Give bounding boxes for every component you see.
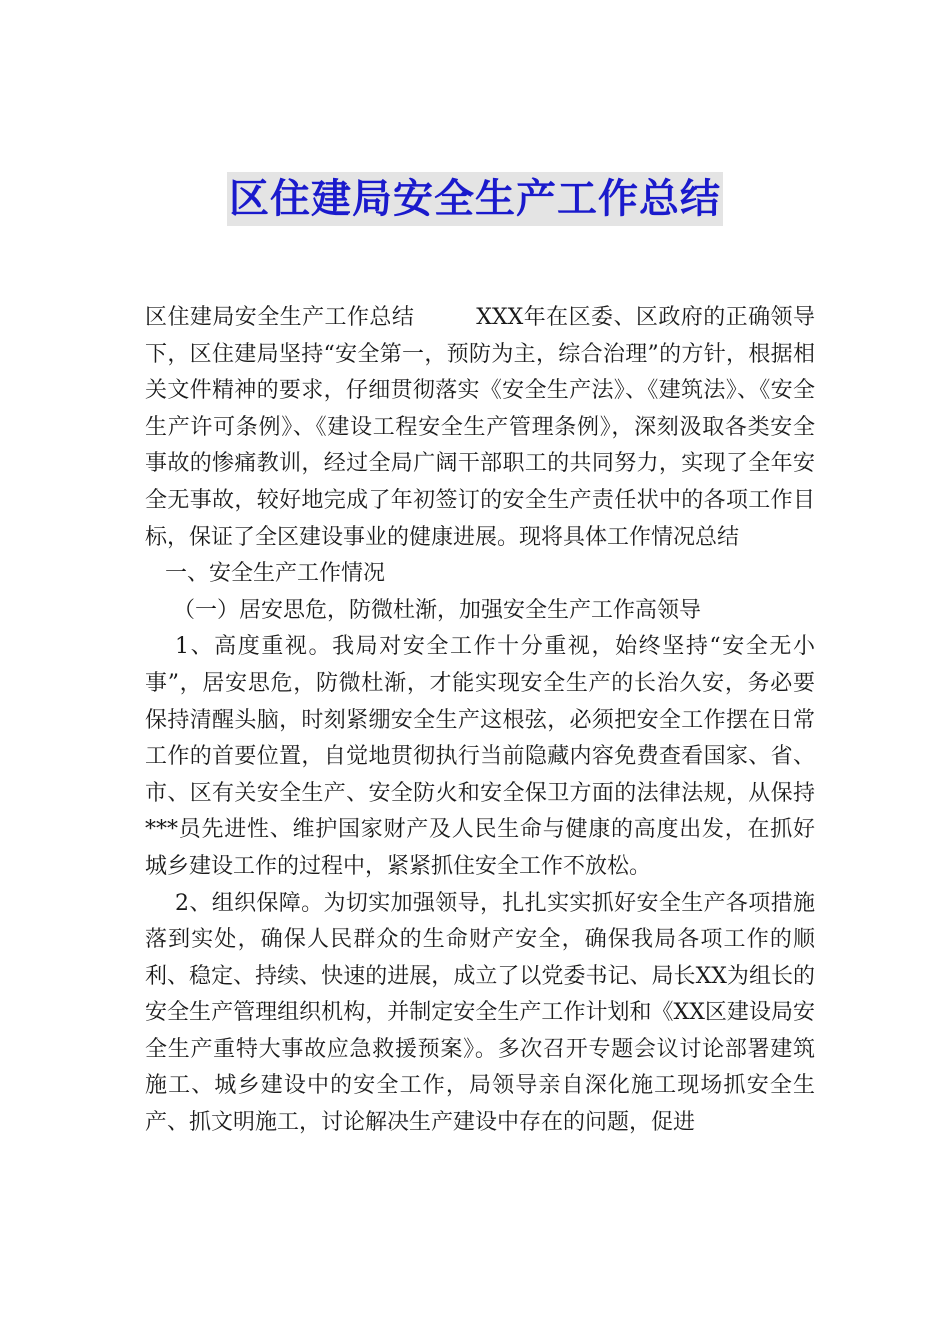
intro-lead: 区住建局安全生产工作总结 — [145, 305, 415, 330]
intro-body: XXX年在区委、区政府的正确领导下，区住建局坚持“安全第一，预防为主，综合治理”的方针，根据相关文件精神的要求，仔细贯彻落实《安全生产法》、《建筑法》、《安全生产许可条例》、《建设工程安全生产管理条例》，深刻汲取各类安全事故的惨痛教训，经过全局广阔干部职工的共同努力，实现了全年安全无事故，较好地完成了年初签订的安全生产责任状中的各项工作目标，保证了全区建设事业的健康进展。现将具体工作情况总结 — [145, 305, 815, 550]
title-container — [0, 172, 950, 226]
intro-paragraph — [145, 300, 815, 556]
section-heading: 一、安全生产工作情况 — [165, 561, 386, 587]
paragraph-item-2: 2、组织保障。为切实加强领导，扎扎实实抓好安全生产各项措施落到实处，确保人民群众的生命财产安全，确保我局各项工作的顺利、稳定、持续、快速的进展，成立了以党委书记、局长XX为组长的安全生产管理组织机构，并制定安全生产工作计划和《XX区建设局安全生产重特大事故应急救援预案》。多次召开专题会议讨论部署建筑施工、城乡建设中的安全工作，局领导亲自深化施工现场抓安全生产、抓文明施工，讨论解决生产建设中存在的问题，促进 — [145, 890, 815, 1136]
paragraph-item-1: 1、高度重视。我局对安全工作十分重视，始终坚持“安全无小事”，居安思危，防微杜渐，才能实现安全生产的长治久安，务必要保持清醒头脑，时刻紧绷安全生产这根弦，必须把安全工作摆在日常工作的首要位置，自觉地贯彻执行当前隐藏内容免费查看国家、省、市、区有关安全生产、安全防火和安全保卫方面的法律法规，从保持***员先进性、维护国家财产及人民生命与健康的高度出发，在抓好城乡建设工作的过程中，紧紧抓住安全工作不放松。 — [145, 634, 815, 879]
subsection-heading: （一）居安思危，防微杜渐，加强安全生产工作高领导 — [173, 597, 702, 623]
document-body — [145, 300, 815, 1142]
document-title: 区住建局安全生产工作总结 — [227, 172, 723, 226]
